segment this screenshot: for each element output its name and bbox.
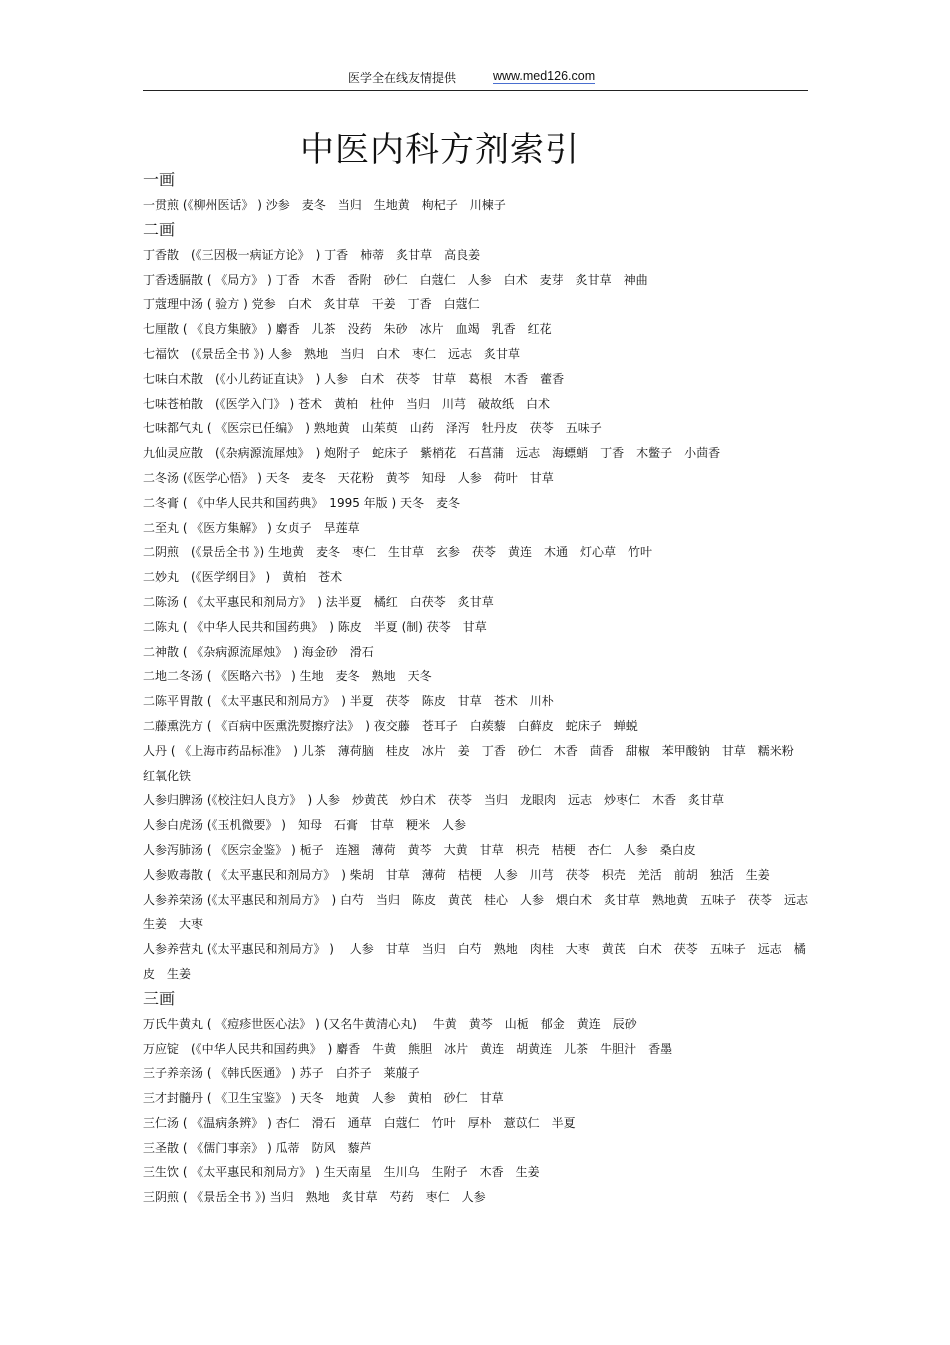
page-header <box>143 66 808 91</box>
section-one-stroke <box>143 169 808 218</box>
formula-entry: 七味都气丸 ( 《医宗已任编》 ) 熟地黄 山茱萸 山药 泽泻 牡丹皮 茯苓 五味子 <box>143 421 602 436</box>
formula-entry: 二地二冬汤 ( 《医略六书》 ) 生地 麦冬 熟地 天冬 <box>143 669 432 684</box>
formula-entry: 三生饮 ( 《太平惠民和剂局方》 ) 生天南星 生川乌 生附子 木香 生姜 <box>143 1165 540 1180</box>
formula-entry: 一贯煎 (《柳州医话》 ) 沙参 麦冬 当归 生地黄 枸杞子 川楝子 <box>143 198 506 212</box>
formula-entry: 二冬膏 ( 《中华人民共和国药典》 1995 年版 ) 天冬 麦冬 <box>143 495 460 510</box>
formula-entry: 二至丸 ( 《医方集解》 ) 女贞子 旱莲草 <box>143 520 360 535</box>
formula-entry: 三圣散 ( 《儒门事亲》 ) 瓜蒂 防风 藜芦 <box>143 1140 372 1155</box>
formula-entry: 三仁汤 ( 《温病条辨》 ) 杏仁 滑石 通草 白蔻仁 竹叶 厚朴 薏苡仁 半夏 <box>143 1115 576 1130</box>
section-heading: 三画 <box>143 988 176 1008</box>
formula-entry: 万应锭 (《中华人民共和国药典》 ) 麝香 牛黄 熊胆 冰片 黄连 胡黄连 儿茶 牛胆汁 香墨 <box>143 1041 673 1056</box>
formula-entry: 人参泻肺汤 ( 《医宗金鉴》 ) 栀子 连翘 薄荷 黄芩 大黄 甘草 枳壳 桔梗 杏仁 人参 桑白皮 <box>143 842 696 857</box>
formula-entry: 二陈平胃散 ( 《太平惠民和剂局方》 ) 半夏 茯苓 陈皮 甘草 苍术 川朴 <box>143 694 554 709</box>
formula-entry: 三阴煎 ( 《景岳全书 》) 当归 熟地 炙甘草 芍药 枣仁 人参 <box>143 1190 486 1205</box>
section-heading: 一画 <box>143 170 176 189</box>
formula-entry: 二冬汤 (《医学心悟》 ) 天冬 麦冬 天花粉 黄芩 知母 人参 荷叶 甘草 <box>143 470 554 485</box>
formula-entry: 九仙灵应散 (《杂病源流犀烛》 ) 炮附子 蛇床子 紫梢花 石菖蒲 远志 海螵蛸 丁香 木鳖子 小茴香 <box>143 446 721 461</box>
formula-entry: 万氏牛黄丸 ( 《痘疹世医心法》 ) (又名牛黄清心丸) 牛黄 黄芩 山栀 郁金 黄连 辰砂 <box>143 1016 637 1031</box>
formula-entry: 三子养亲汤 ( 《韩氏医通》 ) 苏子 白芥子 莱菔子 <box>143 1066 420 1081</box>
formula-entry: 人参养荣汤 (《太平惠民和剂局方》 ) 白芍 当归 陈皮 黄芪 桂心 人参 煨白术 炙甘草 熟地黄 五味子 茯苓 远志 生姜 大枣 <box>143 892 821 932</box>
header-url-link[interactable]: www.med126.com <box>493 69 596 83</box>
formula-entry: 丁香散 (《三因极一病证方论》 ) 丁香 柿蒂 炙甘草 高良姜 <box>143 247 481 262</box>
header-source-text: 医学全在线友情提供 <box>348 71 457 85</box>
section-heading: 二画 <box>143 219 176 239</box>
formula-entry: 三才封髓丹 ( 《卫生宝鉴》 ) 天冬 地黄 人参 黄柏 砂仁 甘草 <box>143 1091 504 1106</box>
page-title: 中医内科方剂索引 <box>300 130 580 170</box>
formula-entry: 二阴煎 (《景岳全书 》) 生地黄 麦冬 枣仁 生甘草 玄参 茯苓 黄连 木通 灯心草 竹叶 <box>143 545 652 560</box>
formula-entry: 丁香透膈散 ( 《局方》 ) 丁香 木香 香附 砂仁 白蔻仁 人参 白术 麦芽 炙甘草 神曲 <box>143 272 648 287</box>
formula-entry: 二妙丸 (《医学纲目》 ) 黄柏 苍术 <box>143 570 343 585</box>
section-two-strokes <box>143 219 821 987</box>
formula-entry: 人参白虎汤 (《玉机微要》 ) 知母 石膏 甘草 粳米 人参 <box>143 818 466 833</box>
formula-entry: 人丹 ( 《上海市药品标准》 ) 儿茶 薄荷脑 桂皮 冰片 姜 丁香 砂仁 木香 茴香 甜椒 苯甲酸钠 甘草 糯米粉 红氧化铁 <box>143 743 806 783</box>
formula-entry: 七味白术散 (《小儿药证直诀》 ) 人参 白术 茯苓 甘草 葛根 木香 藿香 <box>143 371 565 386</box>
formula-entry: 二陈汤 ( 《太平惠民和剂局方》 ) 法半夏 橘红 白茯苓 炙甘草 <box>143 594 494 609</box>
formula-entry: 二藤熏洗方 ( 《百病中医熏洗熨擦疗法》 ) 夜交藤 苍耳子 白蒺藜 白藓皮 蛇床子 蝉蜕 <box>143 718 638 733</box>
formula-entry: 七味苍柏散 (《医学入门》 ) 苍术 黄柏 杜仲 当归 川芎 破故纸 白术 <box>143 396 550 411</box>
formula-entry: 人参归脾汤 (《校注妇人良方》 ) 人参 炒黄芪 炒白术 茯苓 当归 龙眼肉 远志 炒枣仁 木香 炙甘草 <box>143 793 724 808</box>
formula-entry: 人参败毒散 ( 《太平惠民和剂局方》 ) 柴胡 甘草 薄荷 桔梗 人参 川芎 茯苓 枳壳 羌活 前胡 独活 生姜 <box>143 867 770 882</box>
formula-entry: 七福饮 (《景岳全书 》) 人参 熟地 当归 白术 枣仁 远志 炙甘草 <box>143 346 520 361</box>
formula-entry: 人参养营丸 (《太平惠民和剂局方》 ) 人参 甘草 当归 白芍 熟地 肉桂 大枣 黄芪 白术 茯苓 五味子 远志 橘皮 生姜 <box>143 942 806 981</box>
formula-entry: 七厘散 ( 《良方集腋》 ) 麝香 儿茶 没药 朱砂 冰片 血竭 乳香 红花 <box>143 322 552 337</box>
formula-entry: 二神散 ( 《杂病源流犀烛》 ) 海金砂 滑石 <box>143 644 374 659</box>
section-three-strokes <box>143 988 808 1210</box>
formula-index <box>143 168 821 1210</box>
formula-entry: 二陈丸 ( 《中华人民共和国药典》 ) 陈皮 半夏 (制) 茯苓 甘草 <box>143 619 487 634</box>
formula-entry: 丁蔻理中汤 ( 验方 ) 党参 白术 炙甘草 干姜 丁香 白蔻仁 <box>143 297 480 312</box>
